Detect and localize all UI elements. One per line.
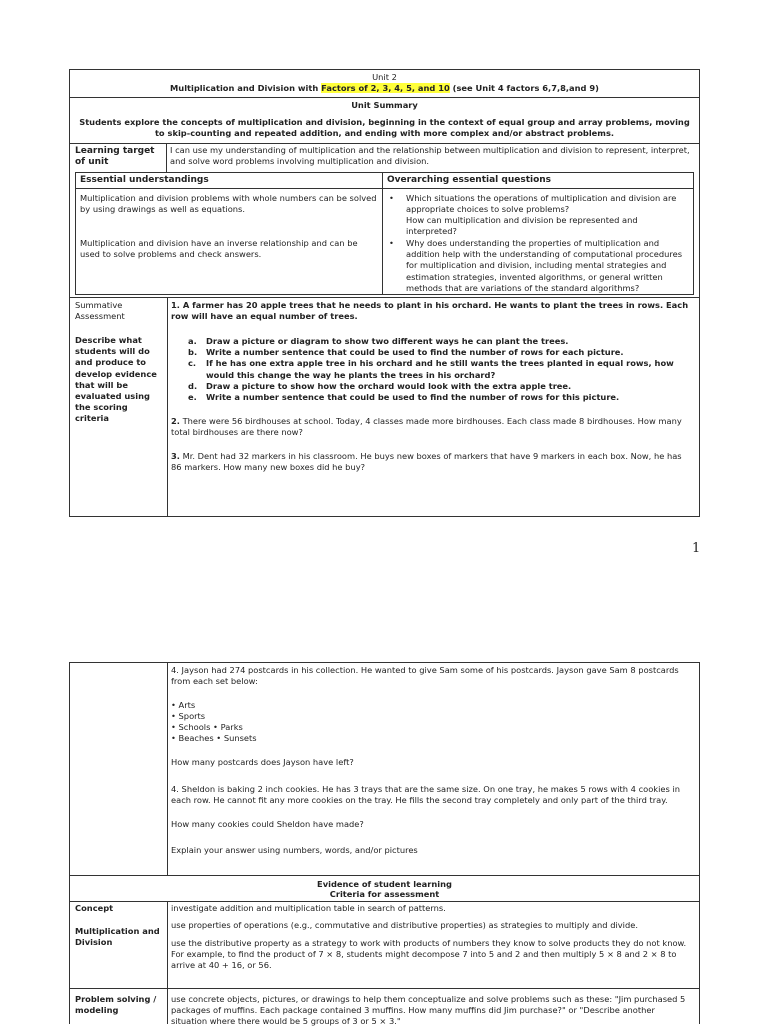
problem-solving-criterion: use concrete objects, pictures, or drawings to help them conceptualize and solve problems such as these: "Jim purchased 5 packages of muffins. Each package contained 3 muffins. How many muffins did Jim purchase?" or "Describe another situation where there would be 5 groups of 3 or 5 × 3." [171, 994, 686, 1027]
rule [693, 172, 694, 295]
rule [75, 188, 694, 189]
item-label: d. [188, 380, 198, 391]
item-label: a. [188, 336, 197, 346]
rule [75, 294, 694, 295]
item-text: Write a number sentence that could be used to find the number of rows for each picture. [206, 347, 624, 358]
rule [382, 172, 383, 295]
rule [167, 901, 168, 1024]
problem-solving-label: Problem solving / modeling [75, 994, 157, 1016]
item-label: e. [188, 392, 197, 403]
page-number: 1 [692, 541, 701, 556]
concept-criterion-1: investigate addition and multiplication table in search of patterns. [171, 903, 446, 913]
summative-assessment-label: Summative Assessment [75, 300, 125, 322]
unit-title-prefix: Multiplication and Division with [170, 83, 322, 93]
question-number: 2. [171, 416, 180, 426]
rule [69, 69, 700, 70]
bullet-icon: • [389, 193, 394, 203]
understanding-1: Multiplication and division problems with whole numbers can be solved by using drawings as well as equations. [80, 193, 377, 215]
item-label: c. [188, 358, 197, 369]
question-body: There were 56 birdhouses at school. Today, 4 classes made more birdhouses. Each class made 8 birdhouses. How many total birdhouses are there now? [171, 416, 682, 438]
postcard-set: • Beaches • Sunsets [171, 733, 257, 743]
item-text: Draw a picture or diagram to show two different ways he can plant the trees. [206, 336, 569, 346]
rule [699, 69, 700, 517]
unit-summary-text: Students explore the concepts of multiplication and division, beginning in the context of equal group and array problems, moving to skip-counting and repeated addition, and ending with more complex and/or abstract problems. [79, 117, 690, 139]
unit-title-suffix: (see Unit 4 factors 6,7,8,and 9) [449, 83, 599, 93]
rule [167, 297, 168, 517]
understanding-2: Multiplication and division have an inverse relationship and can be used to solve problems and check answers. [80, 238, 358, 260]
rule [69, 69, 70, 517]
list-item [188, 336, 688, 347]
learning-target-label: Learning target of unit [75, 146, 155, 168]
rule [69, 297, 700, 298]
question-1-list [188, 336, 688, 403]
postcard-set: • Sports [171, 711, 206, 721]
question-4-question: How many postcards does Jayson have left? [171, 757, 354, 767]
item-text: Write a number sentence that could be used to find the number of rows for this picture. [206, 392, 620, 403]
question-1a: Which situations the operations of multiplication and division are appropriate choices to solve problems? [406, 193, 677, 215]
rule [69, 97, 700, 98]
essential-understandings-heading: Essential understandings [80, 175, 209, 185]
unit-summary-heading: Unit Summary [351, 100, 418, 110]
bullet-icon: • [389, 238, 394, 248]
essential-questions-heading: Overarching essential questions [387, 175, 552, 185]
question-1b: How can multiplication and division be represented and interpreted? [406, 215, 638, 237]
rule [69, 662, 700, 663]
concept-topic: Multiplication and Division [75, 926, 160, 948]
criteria-heading: Criteria for assessment [329, 889, 440, 899]
question-body: Mr. Dent had 32 markers in his classroom. He buys new boxes of markers that have 9 markers in each box. Now, he has 86 markers. How many new boxes did he buy? [171, 451, 682, 473]
concept-label: Concept [75, 903, 114, 913]
item-label: b. [188, 347, 198, 358]
rule [699, 662, 700, 1024]
unit-label: Unit 2 [372, 72, 397, 82]
list-item [188, 347, 688, 358]
learning-target-text: I can use my understanding of multiplication and the relationship between multiplication and division to represent, interpret, and solve word problems involving multiplication and division. [170, 145, 690, 167]
question-2: Why does understanding the properties of multiplication and addition help with the understanding of computational procedures for multiplication and division, including mental strategies and estimation strategies, invented algorithms, or general written methods that are variations of the standard algorithms? [406, 238, 683, 293]
item-text: If he has one extra apple tree in his orchard and he still wants the trees planted in equal rows, how would this change the way he plants the trees in his orchard? [206, 358, 674, 380]
concept-criterion-3: use the distributive property as a strategy to work with products of numbers they know to solve products they do not know. For example, to find the product of 7 × 8, students might decompose 7 into 5 and 2 and then multiply 5 × 8 and 2 × 8 to arrive at 40 + 16, or 56. [171, 938, 687, 971]
rule [167, 662, 168, 875]
unit-title [70, 83, 699, 94]
question-4-intro: 4. Jayson had 274 postcards in his collection. He wanted to give Sam some of his postcards. Jayson gave Sam 8 postcards from each set below: [171, 665, 679, 687]
question-5-explain: Explain your answer using numbers, words, and/or pictures [171, 845, 418, 855]
list-item [188, 358, 688, 380]
rule [75, 172, 76, 295]
rule [69, 143, 700, 144]
rule [69, 516, 700, 517]
describe-label: Describe what students will do and produce to develop evidence that will be evaluated using the scoring criteria [75, 335, 157, 424]
postcard-set: • Schools • Parks [171, 722, 243, 732]
evidence-heading: Evidence of student learning [317, 879, 452, 889]
question-2-text [171, 416, 691, 438]
question-number: 3. [171, 451, 180, 461]
rule [69, 875, 700, 876]
list-item [188, 392, 688, 403]
question-3-text [171, 451, 691, 473]
item-text: Draw a picture to show how the orchard would look with the extra apple tree. [206, 380, 572, 391]
rule [69, 662, 70, 1024]
list-item [188, 381, 688, 392]
question-1-intro: 1. A farmer has 20 apple trees that he needs to plant in his orchard. He wants to plant the trees in rows. Each row will have an equal number of trees. [171, 300, 689, 322]
rule [69, 988, 700, 989]
rule [69, 901, 700, 902]
question-5-text: 4. Sheldon is baking 2 inch cookies. He has 3 trays that are the same size. On one tray, he makes 5 rows with 4 cookies in each row. He cannot fit any more cookies on the tray. He fills the second tray completely and only part of the third tray. [171, 784, 681, 806]
rule [75, 172, 694, 173]
question-5-question: How many cookies could Sheldon have made? [171, 819, 364, 829]
concept-criterion-2: use properties of operations (e.g., commutative and distributive properties) as strategies to multiply and divide. [171, 920, 638, 930]
rule [166, 143, 167, 173]
postcard-set: • Arts [171, 700, 196, 710]
unit-title-highlight: Factors of 2, 3, 4, 5, and 10 [321, 83, 450, 93]
